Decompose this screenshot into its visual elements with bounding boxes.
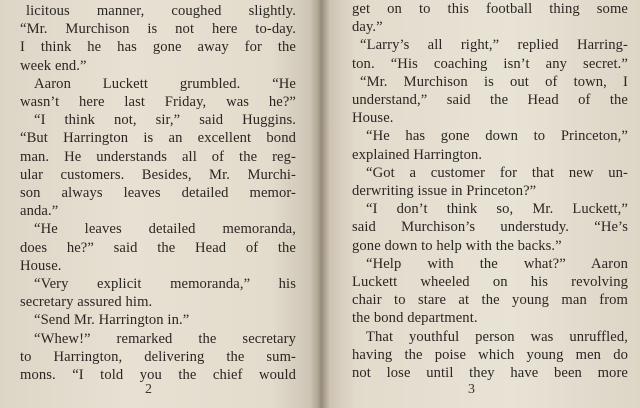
text-line: “Mr. Murchison is out of town, I [360,73,628,90]
text-line: get on to this football thing some [352,1,628,17]
text-line: “Larry’s all right,” replied Harring- [360,37,628,54]
text-line: licitous manner, coughed slightly. [26,3,296,19]
text-line: not lose until they have been more [352,365,628,382]
text-line: derwriting issue in Princeton?” [352,183,537,200]
text-line: understand,” said the Head of the [352,92,628,109]
text-line: man. He understands all of the reg- [20,148,296,165]
text-line: “Mr. Murchison is not here to-day. [20,21,296,38]
text-line: ton. “His coaching isn’t any secret.” [352,55,628,72]
text-line: to Harrington, delivering the sum- [20,348,296,365]
page-number: 3 [468,382,475,397]
text-line: explained Harrington. [352,146,483,163]
text-line: I think he has gone away for the [20,39,296,56]
text-line: “Very explicit memoranda,” his [34,276,296,293]
text-line: chair to stare at the young man from [352,292,628,309]
page-number: 2 [145,382,152,397]
text-line: “He has gone down to Princeton,” [366,128,628,145]
text-line: wasn’t here last Friday, was he?” [20,94,296,111]
text-line: does he?” said the Head of the [20,239,296,256]
text-line: “I don’t think so, Mr. Luckett,” [366,201,628,218]
text-line: House. [352,110,394,127]
text-line: “Got a customer for that new un- [366,164,628,181]
left-page-text [20,2,296,384]
text-line: secretary assured him. [20,294,153,311]
text-line: anda.” [20,203,59,220]
text-line: “Send Mr. Harrington in.” [34,312,190,329]
text-line: son always leaves detailed memor- [20,185,296,202]
text-line: “Help with the what?” Aaron [366,255,628,272]
right-page-text [352,0,628,382]
text-line: having the poise which young men do [352,346,628,363]
text-line: That youthful person was unruffled, [366,328,628,345]
text-line: the bond department. [352,310,478,327]
text-line: Aaron Luckett grumbled. “He [34,75,296,92]
text-line: gone down to help with the backs.” [352,237,562,254]
text-line: Luckett wheeled on his revolving [352,274,628,291]
text-line: said Murchison’s understudy. “He’s [352,219,628,236]
text-line: “But Harrington is an excellent bond [20,130,296,147]
left-page [0,0,318,408]
text-line: week end.” [20,57,87,74]
text-line: House. [20,257,62,274]
text-line: day.” [352,19,383,36]
text-line: ular customers. Besides, Mr. Murchi- [20,166,296,183]
text-line: mons. “I told you the chief would [20,367,296,384]
text-line: “I think not, sir,” said Huggins. [34,112,296,129]
right-page [318,0,640,408]
text-line: “He leaves detailed memoranda, [34,221,296,238]
text-line: “Whew!” remarked the secretary [34,330,296,347]
